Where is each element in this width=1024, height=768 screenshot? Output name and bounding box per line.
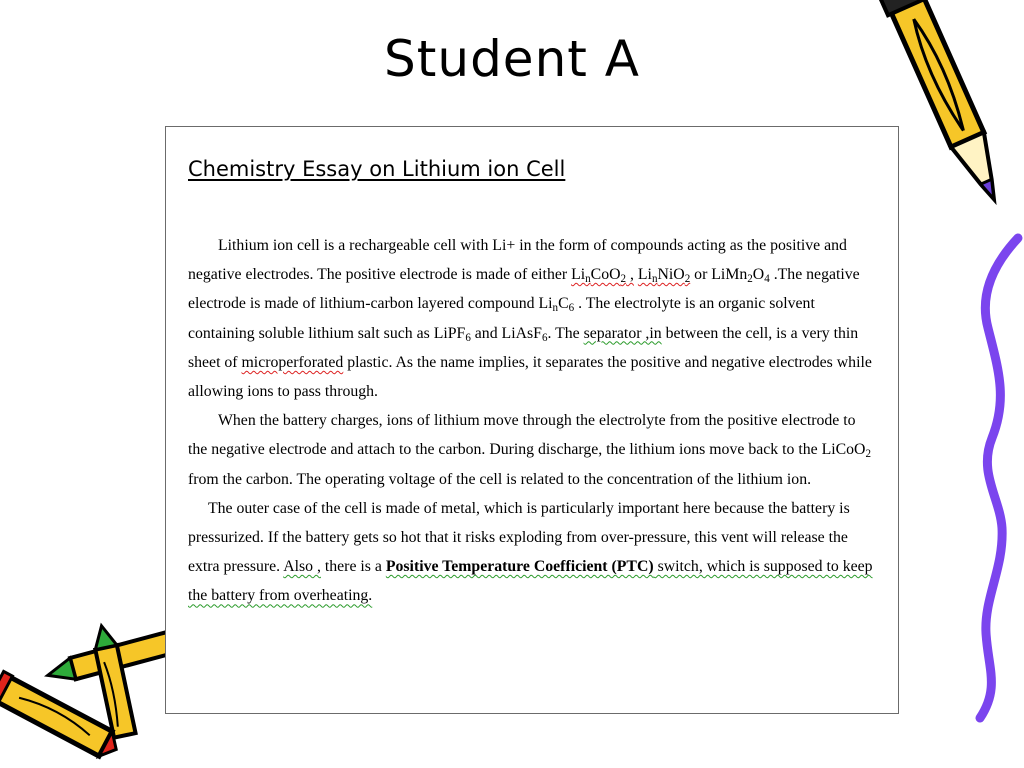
paragraph-1: Lithium ion cell is a rechargeable cell with Li+ in the form of compounds acting as the positive and negative electrodes. The positive electrode is made of either $Li_nCoO_2$ , $Li_nNiO_2$ or $LiMn_2O_4$ .The negative electrode is made of lithium-carbon layered compound $Li_nC_6$ . The electrolyte is an organic solvent containing soluble lithium salt such as LiPF$_6$ and LiAsF$_6$. The separator ,in between the cell, is a very thin sheet of microperforated plastic. As the name implies, it separates the positive and negative electrodes while allowing ions to pass through. [188,237,872,401]
ptc-term: Positive Temperature Coefficient (PTC) [385,558,654,576]
formula-linio2: $Li_nNiO_2$ [637,266,691,285]
document-frame [165,126,899,714]
document-heading: Chemistry Essay on Lithium ion Cell [188,157,566,181]
document-body [188,231,878,611]
paragraph-3: The outer case of the cell is made of metal, which is particularly important here because the battery is pressurized. If the battery gets so hot that it risks exploding from over-pressure, this vent will release the extra pressure. Also , there is a Positive Temperature Coefficient (PTC) switch, which is supposed to keep the battery from overheating. [188,499,873,605]
grammar-flag-also: Also , [283,558,321,576]
crayon-icon [0,618,175,763]
spelling-flag-microperforated: microperforated [241,353,344,371]
squiggle-line [960,228,1024,728]
paragraph-2: When the battery charges, ions of lithium move through the electrolyte from the positive electrode to the negative electrode and attach to the carbon. During discharge, the lithium ions move back to the LiCoO$_2$ from the carbon. The operating voltage of the cell is related to the concentration of the lithium ion. [188,412,871,488]
slide-title: Student A [384,30,640,88]
grammar-flag-separator: separator ,in [583,324,662,342]
grammar-flag-ptc-sentence: switch, which is supposed to keep the battery from overheating. [188,558,873,605]
formula-licoo2: $Li_nCoO_2$ , [571,266,634,285]
